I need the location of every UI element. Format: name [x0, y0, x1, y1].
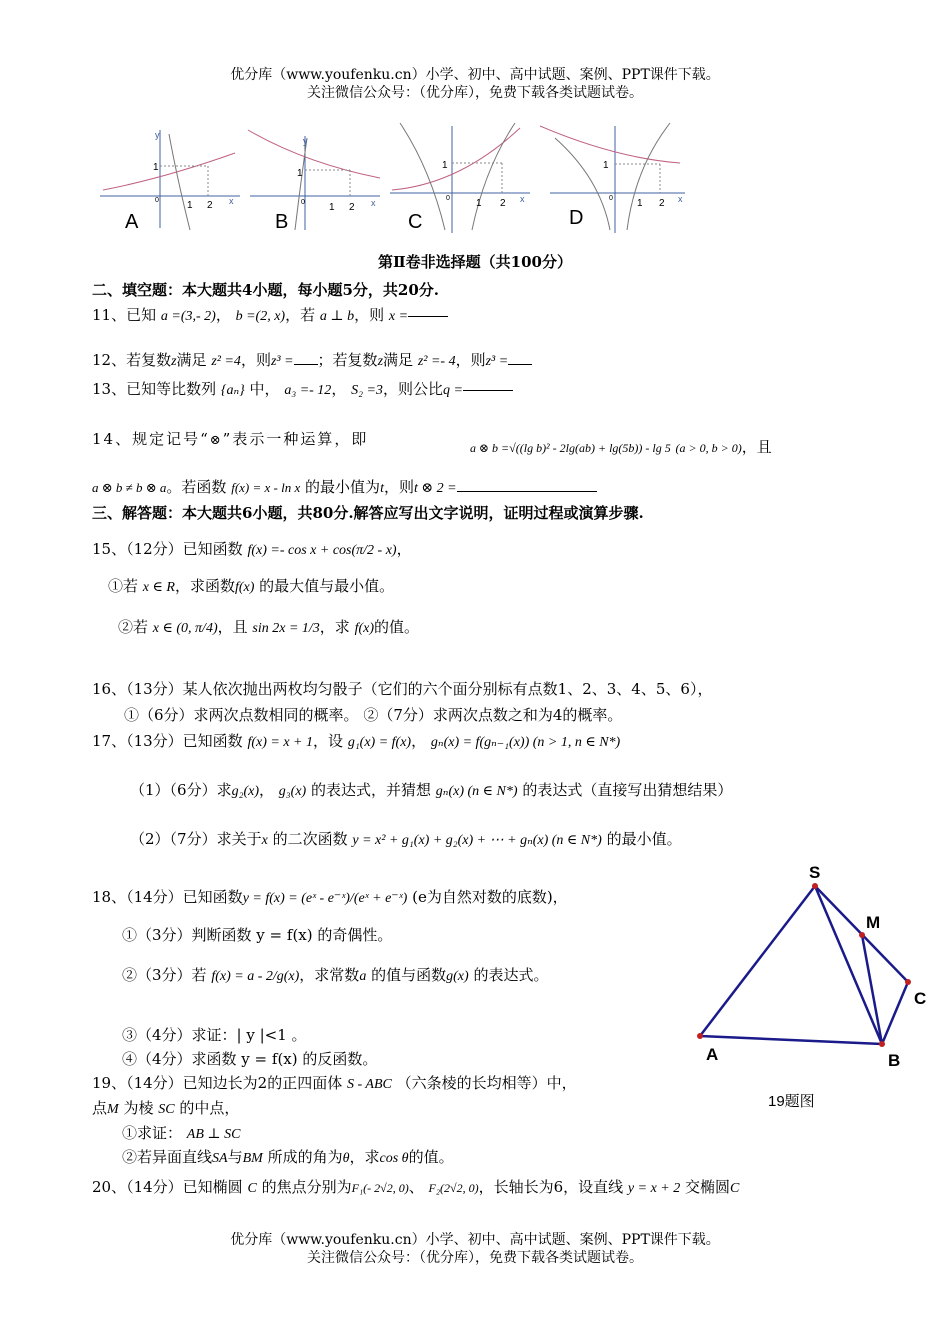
svg-text:1: 1 — [637, 198, 643, 209]
question-15: 15、（12分）已知函数 f(x) =- cos x + cos(π/2 - x)， — [92, 540, 412, 558]
point-a: A — [706, 1045, 719, 1064]
graph-label-b: B — [275, 211, 289, 233]
svg-text:y: y — [303, 136, 308, 146]
point-b: B — [888, 1051, 901, 1070]
svg-text:2: 2 — [659, 198, 665, 209]
question-13: 13、已知等比数列 {aₙ} 中， a₃ =- 12， S₂ =3，则公比q = — [92, 378, 513, 399]
point-m: M — [866, 913, 881, 932]
edge-sa — [700, 886, 815, 1036]
question-18-part-4: ④（4分）求函数 y = f(x) 的反函数。 — [122, 1050, 378, 1068]
question-15-part-1: ①若 x ∈ R，求函数f(x) 的最大值与最小值。 — [108, 577, 395, 595]
svg-text:x: x — [678, 194, 683, 204]
graph-d — [540, 123, 685, 233]
svg-text:y: y — [155, 130, 160, 140]
question-15-part-2: ②若 x ∈ (0, π/4)，且 sin 2x = 1/3，求 f(x)的值。 — [118, 618, 420, 636]
edge-bc — [882, 982, 908, 1044]
graph-label-d: D — [569, 207, 584, 229]
question-16: 16、（13分）某人依次抛出两枚均匀骰子（它们的六个面分别标有点数1、2、3、4、5、6）， — [92, 680, 713, 698]
svg-text:1: 1 — [442, 160, 448, 171]
graph-b — [248, 130, 380, 233]
svg-text:2: 2 — [349, 202, 355, 213]
graph-label-c: C — [408, 211, 423, 233]
svg-text:1: 1 — [329, 202, 335, 213]
svg-text:2: 2 — [207, 200, 213, 211]
question-16-parts: ①（6分）求两次点数相同的概率。 ②（7分）求两次点数之和为4的概率。 — [124, 706, 623, 724]
footer-line-1: 优分库（www.youfenku.cn）小学、初中、高中试题、案例、PPT课件下载。 — [230, 1232, 720, 1248]
svg-text:x: x — [520, 194, 525, 204]
graph-a — [100, 130, 240, 233]
header-line-1: 优分库（www.youfenku.cn）小学、初中、高中试题、案例、PPT课件下载。 — [230, 67, 720, 83]
svg-text:x: x — [229, 196, 234, 206]
question-14-formula: a ⊗ b =√((lg b)² - 2lg(ab) + lg(5b)) - lg 5 (a > 0, b > 0)，且 — [470, 438, 772, 456]
edge-sb — [815, 886, 882, 1044]
question-14-line-1: 14、规定记号“⊗”表示一种运算，即 — [92, 430, 369, 448]
svg-text:x: x — [371, 198, 376, 208]
svg-text:1: 1 — [153, 162, 159, 173]
point-s: S — [809, 863, 821, 882]
point-c: C — [914, 989, 927, 1008]
svg-text:0: 0 — [446, 195, 450, 202]
svg-text:1: 1 — [187, 200, 193, 211]
question-18-part-2: ②（3分）若 f(x) = a - 2/g(x)，求常数a 的值与函数g(x) 的表达式。 — [122, 966, 549, 984]
option-graphs — [95, 118, 695, 236]
svg-text:1: 1 — [476, 198, 482, 209]
question-17-part-1: （1）（6分）求g₂(x)， g₃(x) 的表达式，并猜想 gₙ(x) (n ∈ N*) 的表达式（直接写出猜想结果） — [130, 781, 733, 799]
svg-text:0: 0 — [609, 195, 613, 202]
graph-c — [390, 123, 530, 233]
svg-text:0: 0 — [301, 199, 305, 206]
question-18-part-3: ③（4分）求证：| y |<1 。 — [122, 1026, 307, 1044]
tetrahedron-figure — [690, 858, 940, 1118]
question-14-line-2: a ⊗ b ≠ b ⊗ a。若函数 f(x) = x - ln x 的最小值为t，则t ⊗ 2 = — [92, 476, 597, 497]
section2-heading: 二、填空题：本大题共4小题，每小题5分，共20分. — [92, 281, 439, 299]
graph-label-a: A — [125, 211, 139, 233]
section3-heading: 三、解答题：本大题共6小题，共80分.解答应写出文字说明，证明过程或演算步骤. — [92, 504, 644, 522]
header-line-2: 关注微信公众号：（优分库），免费下载各类试题试卷。 — [307, 85, 643, 101]
svg-text:0: 0 — [155, 197, 159, 204]
question-11: 11、已知 a =(3,- 2)， b =(2, x)，若 a ⊥ b，则 x = — [92, 304, 448, 325]
svg-text:1: 1 — [297, 168, 303, 179]
question-17-part-2: （2）（7分）求关于x 的二次函数 y = x² + g₁(x) + g₂(x) + ⋯ + gₙ(x) (n ∈ N*) 的最小值。 — [130, 830, 682, 848]
question-12: 12、若复数z满足 z² =4，则z³ = ；若复数z满足 z² =- 4，则z³ = — [92, 349, 532, 370]
question-17: 17、（13分）已知函数 f(x) = x + 1，设 g₁(x) = f(x)， gₙ(x) = f(gₙ₋₁(x)) (n > 1, n ∈ N*) — [92, 732, 621, 750]
question-19-part-1: ①求证： AB ⊥ SC — [122, 1124, 241, 1142]
edge-ab — [700, 1036, 882, 1044]
footer-line-2: 关注微信公众号：（优分库），免费下载各类试题试卷。 — [307, 1250, 643, 1266]
svg-text:1: 1 — [603, 160, 609, 171]
question-18-part-1: ①（3分）判断函数 y = f(x) 的奇偶性。 — [122, 926, 393, 944]
svg-text:2: 2 — [500, 198, 506, 209]
section2-title: 第Ⅱ卷非选择题（共100分） — [378, 253, 572, 271]
question-19-part-2: ②若异面直线SA与BM 所成的角为θ，求cos θ的值。 — [122, 1148, 454, 1166]
figure-caption: 19题图 — [768, 1093, 815, 1110]
question-19: 19、（14分）已知边长为2的正四面体 S - ABC （六条棱的长均相等）中， — [92, 1074, 577, 1092]
question-19-line-2: 点M 为棱 SC 的中点， — [92, 1099, 240, 1117]
question-18: 18、（14分）已知函数y = f(x) = (eˣ - e⁻ˣ)/(eˣ + e⁻ˣ) (e为自然对数的底数)， — [92, 888, 568, 906]
question-20: 20、（14分）已知椭圆 C 的焦点分别为F₁(- 2√2, 0)、 F₂(2√2, 0)，长轴长为6，设直线 y = x + 2 交椭圆C — [92, 1178, 740, 1196]
